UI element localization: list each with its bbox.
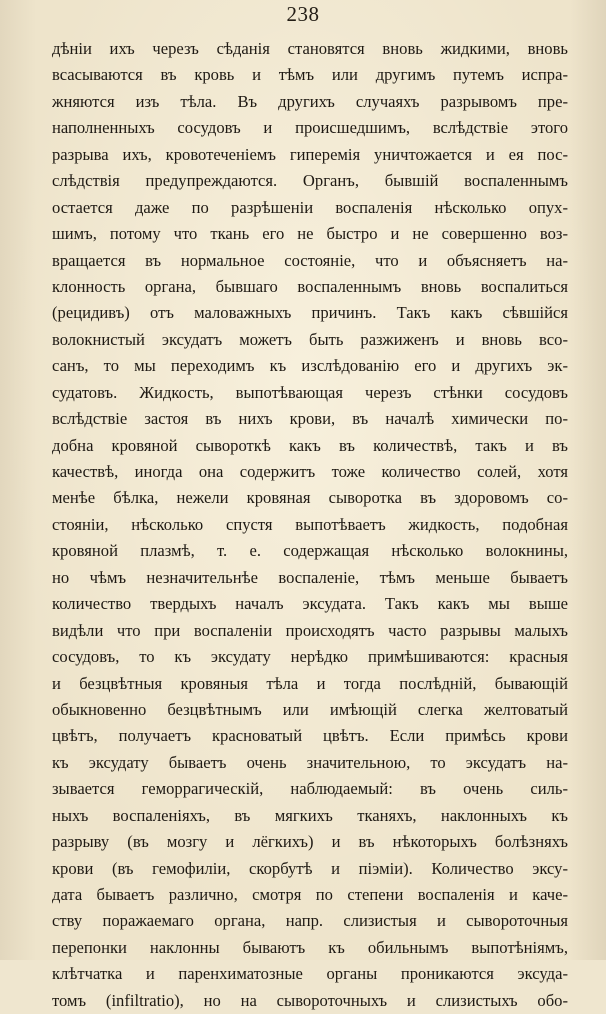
- text-line: жняются изъ тѣла. Въ другихъ случаяхъ разрывомъ пре-: [52, 91, 568, 111]
- text-line: волокнистый эксудатъ можетъ быть разжиженъ и вновь вcо-: [52, 329, 568, 349]
- text-line: санъ, то мы переходимъ къ изслѣдованію его и другихъ эк-: [52, 356, 568, 376]
- text-line: количество твердыхъ началъ эксудата. Такъ какъ мы выше: [52, 594, 568, 614]
- text-line: зывается геморрагическій, наблюдаемый: въ очень силь-: [52, 779, 568, 799]
- text-line: стояніи, нѣсколько спустя выпотѣваетъ жидкость, подобная: [52, 514, 568, 534]
- text-line: къ эксудату бываетъ очень значительною, то эксудатъ на-: [52, 752, 568, 772]
- text-line: крови (въ гемофиліи, скорбутѣ и піэміи). Количество эксу-: [52, 858, 568, 878]
- text-line: остается даже по разрѣшеніи воспаленія нѣсколько опух-: [52, 197, 568, 217]
- text-line: разрыва ихъ, кровотеченіемъ гиперемія уничтожается и ея пос-: [52, 144, 568, 164]
- page-number: 238: [286, 2, 320, 26]
- text-line: вращается въ нормальное состояніе, что и объясняетъ на-: [52, 250, 568, 270]
- text-line: добна кровяной сывороткѣ какъ въ количествѣ, такъ и въ: [52, 435, 568, 455]
- body-text: [52, 36, 568, 1014]
- text-line: шимъ, потому что ткань его не быстро и не совершенно воз-: [52, 224, 568, 244]
- text-line: видѣли что при воспаленіи происходятъ часто разрывы малыхъ: [52, 620, 568, 640]
- text-line: кровяной плазмѣ, т. е. содержащая нѣсколько волокнины,: [52, 541, 568, 561]
- text-line: обыкновенно безцвѣтнымъ или имѣющій слегка желтоватый: [52, 699, 568, 719]
- text-line: дата бываетъ различно, смотря по степени воспаленія и каче-: [52, 885, 568, 904]
- text-line: дѣніи ихъ черезъ сѣданія становятся вновь жидкими, вновь: [52, 39, 568, 58]
- text-line: вслѣдствіе застоя въ нихъ крови, въ началѣ химически по-: [52, 409, 568, 429]
- text-line: (рецидивъ) отъ маловажныхъ причинъ. Такъ какъ сѣвшійся: [52, 303, 568, 323]
- text-line: судатовъ. Жидкость, выпотѣвающая черезъ стѣнки сосудовъ: [52, 382, 568, 402]
- text-line: ству поражаемаго органа, напр. слизистыя и сывороточныя: [52, 911, 568, 931]
- text-line: томъ (infiltratio), но на сывороточныхъ и слизистыхъ обо-: [52, 990, 568, 1010]
- text-line: клонность органа, бывшаго воспаленнымъ вновь воспалиться: [52, 276, 568, 296]
- text-line: клѣтчатка и паренхиматозные органы проникаются эксуда-: [52, 964, 568, 984]
- text-line: качествѣ, иногда она содержитъ тоже количество солей, хотя: [52, 462, 568, 481]
- text-line: слѣдствія предупреждаются. Органъ, бывшій воспаленнымъ: [52, 171, 568, 191]
- text-line: менѣе бѣлка, нежели кровяная сыворотка въ здоровомъ со-: [52, 488, 568, 508]
- text-line: но чѣмъ незначительнѣе воспаленіе, тѣмъ меньше бываетъ: [52, 567, 568, 587]
- text-line: наполненныхъ сосудовъ и происшедшимъ, вслѣдствіе этого: [52, 118, 568, 138]
- text-line: и безцвѣтныя кровяныя тѣла и тогда послѣдній, бывающій: [52, 673, 568, 693]
- text-line: ныхъ воспаленіяхъ, въ мягкихъ тканяхъ, наклонныхъ къ: [52, 805, 568, 825]
- text-line: всасываются въ кровь и тѣмъ или другимъ путемъ испра-: [52, 65, 568, 85]
- text-line: разрыву (въ мозгу и лёгкихъ) и въ нѣкоторыхъ болѣзняхъ: [52, 832, 568, 852]
- text-line: перепонки наклонны бываютъ къ обильнымъ выпотѣніямъ,: [52, 937, 568, 957]
- text-line: цвѣтъ, получаетъ красноватый цвѣтъ. Если примѣсь крови: [52, 726, 568, 746]
- text-line: сосудовъ, то къ эксудату нерѣдко примѣшиваются: красныя: [52, 647, 568, 667]
